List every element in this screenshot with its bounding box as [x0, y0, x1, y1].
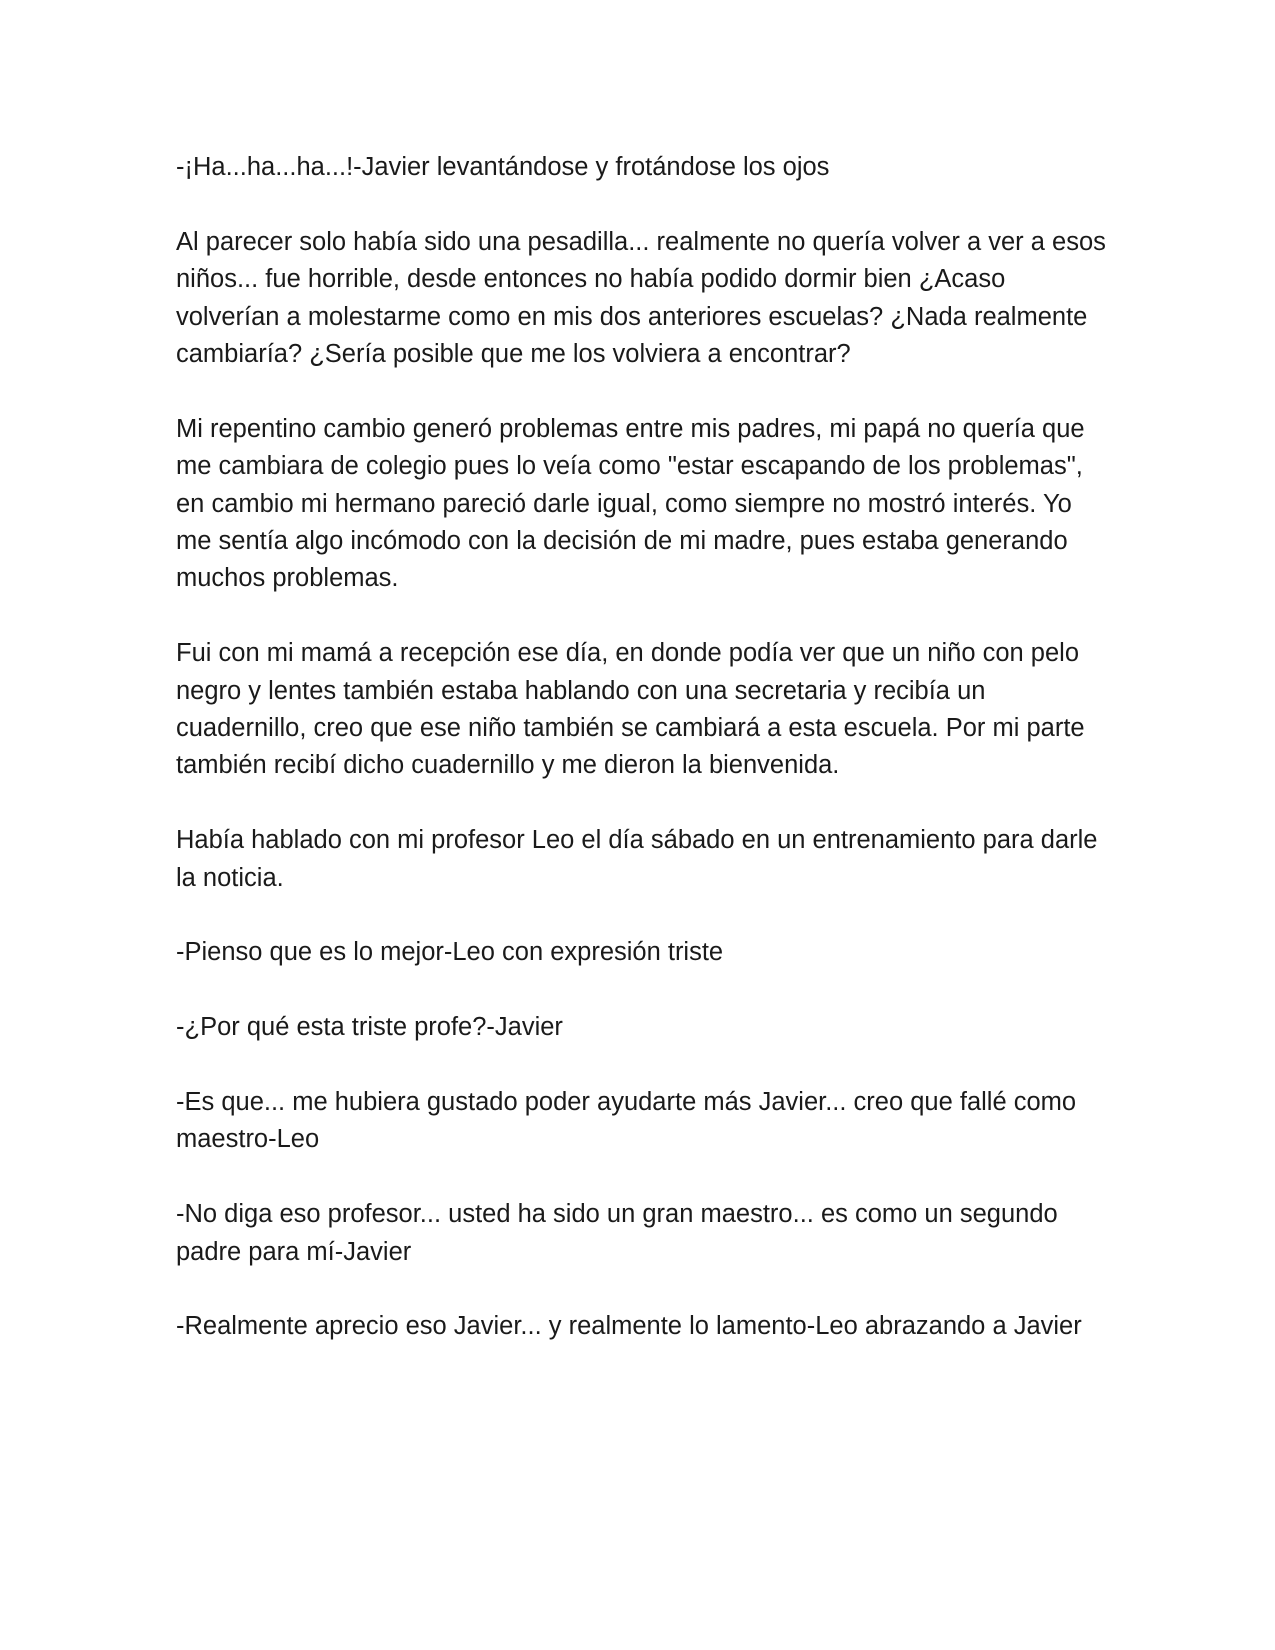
paragraph-5: Había hablado con mi profesor Leo el día sábado en un entrenamiento para darle la noticia. — [176, 826, 1098, 892]
paragraph-10: -Realmente aprecio eso Javier... y realmente lo lamento-Leo abrazando a Javier — [176, 1312, 1082, 1341]
paragraph-4: Fui con mi mamá a recepción ese día, en donde podía ver que un niño con pelo negro y lentes también estaba hablando con una secretaria y recibía un cuadernillo, creo que ese niño también se cambiará a esta escuela. Por mi parte también recibí dicho cuadernillo y me dieron la bienvenida. — [176, 639, 1085, 780]
paragraph-8: -Es que... me hubiera gustado poder ayudarte más Javier... creo que fallé como maestro-Leo — [176, 1088, 1077, 1154]
paragraph-7: -¿Por qué esta triste profe?-Javier — [176, 1013, 563, 1042]
paragraph-3: Mi repentino cambio generó problemas entre mis padres, mi papá no quería que me cambiara de colegio pues lo veía como "estar escapando de los problemas", en cambio mi hermano pareció darle igual, como siempre no mostró interés. Yo me sentía algo incómodo con la decisión de mi madre, pues estaba generando muchos problemas. — [176, 414, 1085, 593]
paragraph-9: -No diga eso profesor... usted ha sido un gran maestro... es como un segundo padre para mí-Javier — [176, 1200, 1058, 1266]
document-body — [176, 149, 1106, 1383]
paragraph-1: -¡Ha...ha...ha...!-Javier levantándose y frotándose los ojos — [176, 153, 830, 181]
paragraph-6: -Pienso que es lo mejor-Leo con expresión triste — [176, 938, 724, 967]
paragraph-2: Al parecer solo había sido una pesadilla... realmente no quería volver a ver a esos niños... fue horrible, desde entonces no había podido dormir bien ¿Acaso volverían a molestarme como en mis dos anteriores escuelas? ¿Nada realmente cambiaría? ¿Sería posible que me los volviera a encontrar? — [176, 227, 1106, 369]
